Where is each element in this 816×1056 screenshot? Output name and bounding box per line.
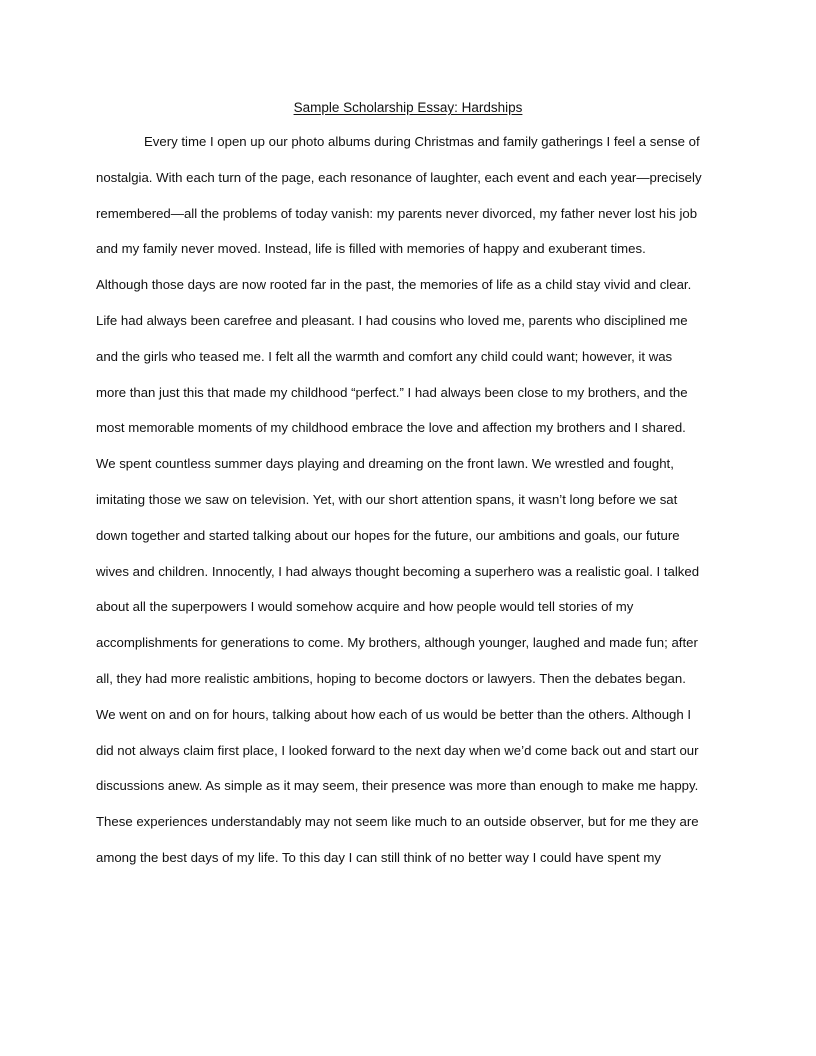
- essay-line: We spent countless summer days playing and dreaming on the front lawn. We wrestled and fought,: [96, 456, 674, 472]
- essay-line: remembered—all the problems of today vanish: my parents never divorced, my father never lost his job: [96, 205, 698, 221]
- essay-line: more than just this that made my childhood “perfect.” I had always been close to my brothers, and the: [96, 384, 688, 400]
- essay-line: most memorable moments of my childhood embrace the love and affection my brothers and I shared.: [96, 420, 686, 436]
- essay-line: and the girls who teased me. I felt all the warmth and comfort any child could want; however, it was: [96, 348, 673, 364]
- essay-line: down together and started talking about our hopes for the future, our ambitions and goals, our future: [96, 527, 680, 543]
- essay-line: all, they had more realistic ambitions, hoping to become doctors or lawyers. Then the debates began.: [96, 670, 686, 686]
- essay-line: imitating those we saw on television. Yet, with our short attention spans, it wasn’t long before we sat: [96, 491, 678, 507]
- essay-line: about all the superpowers I would somehow acquire and how people would tell stories of my: [96, 599, 634, 615]
- essay-line: We went on and on for hours, talking about how each of us would be better than the others. Although I: [96, 706, 692, 722]
- essay-line: Every time I open up our photo albums during Christmas and family gatherings I feel a sense of: [144, 134, 700, 149]
- essay-line: Life had always been carefree and pleasant. I had cousins who loved me, parents who disciplined me: [96, 312, 688, 328]
- essay-line: Although those days are now rooted far in the past, the memories of life as a child stay vivid and clear.: [96, 277, 692, 293]
- essay-line: These experiences understandably may not seem like much to an outside observer, but for me they are: [96, 814, 699, 830]
- essay-line: did not always claim first place, I looked forward to the next day when we’d come back out and start our: [96, 742, 699, 758]
- essay-body: [96, 132, 720, 884]
- essay-line: nostalgia. With each turn of the page, each resonance of laughter, each event and each year—precisely: [96, 169, 702, 185]
- essay-line: discussions anew. As simple as it may seem, their presence was more than enough to make me happy.: [96, 778, 699, 794]
- essay-line: among the best days of my life. To this day I can still think of no better way I could have spent my: [96, 849, 661, 865]
- essay-title: Sample Scholarship Essay: Hardships: [293, 100, 523, 115]
- essay-line: and my family never moved. Instead, life is filled with memories of happy and exuberant times.: [96, 241, 646, 257]
- essay-line: wives and children. Innocently, I had always thought becoming a superhero was a realistic goal. I talked: [96, 563, 700, 579]
- essay-line: accomplishments for generations to come. My brothers, although younger, laughed and made fun; after: [96, 635, 698, 651]
